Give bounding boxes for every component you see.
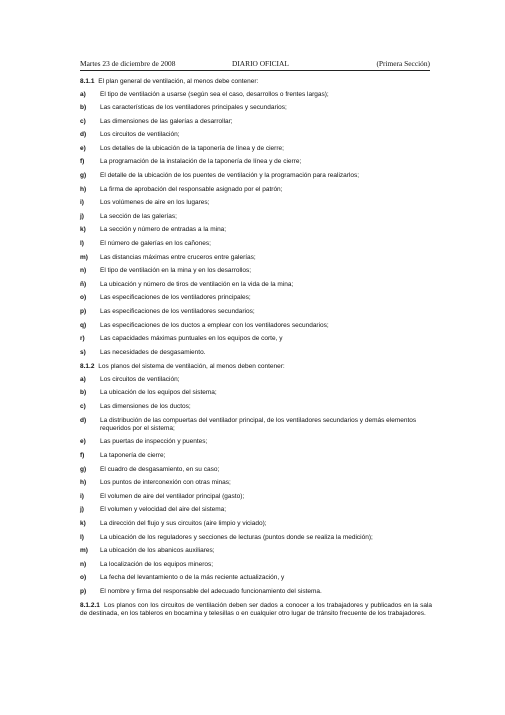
list-item (80, 91, 432, 105)
list-item (80, 322, 432, 336)
list-item-letter: h) (80, 479, 87, 487)
list-item-text: Las distancias máximas entre cruceros entre galerías; (100, 253, 256, 261)
list-item-letter: m) (80, 547, 88, 555)
section-8-1-1-list (80, 91, 432, 363)
list-item-letter: c) (80, 403, 86, 411)
list-item-letter: o) (80, 574, 87, 582)
section-intro: Los planos del sistema de ventilación, al menos deben contener: (98, 363, 285, 371)
list-item-text: Las dimensiones de las galerías a desarrollar; (100, 117, 233, 125)
list-item (80, 403, 432, 417)
section-number: 8.1.2 (80, 363, 95, 371)
list-item (80, 466, 432, 480)
list-item (80, 534, 432, 548)
list-item-text: El nombre y firma del responsable del adecuado funcionamiento del sistema. (100, 587, 322, 595)
list-item-letter: d) (80, 416, 87, 424)
list-item (80, 335, 432, 349)
list-item-text: Las necesidades de desgasamiento. (100, 348, 206, 356)
list-item-text: Las capacidades máximas puntuales en los equipos de corte, y (100, 335, 283, 343)
list-item-text: La ubicación de los abanicos auxiliares; (100, 547, 215, 555)
list-item (80, 520, 432, 534)
list-item-letter: s) (80, 348, 86, 356)
list-item (80, 226, 432, 240)
list-item-text: El volumen de aire del ventilador principal (gasto); (100, 492, 245, 500)
list-item-letter: k) (80, 226, 86, 234)
list-item (80, 479, 432, 493)
list-item (80, 438, 432, 452)
list-item-letter: h) (80, 185, 87, 193)
list-item (80, 199, 432, 213)
list-item-text: La ubicación de los equipos del sistema; (100, 389, 217, 397)
list-item-text: Los volúmenes de aire en los lugares; (100, 199, 210, 207)
list-item-text: Los circuitos de ventilación; (100, 131, 180, 139)
list-item-letter: d) (80, 131, 87, 139)
list-item-text: El detalle de la ubicación de los puentes de ventilación y la programación para realizarlos; (100, 172, 360, 180)
list-item-text: El cuadro de desgasamiento, en su caso; (100, 465, 220, 473)
list-item-letter: i) (80, 199, 84, 207)
list-item-text: Las especificaciones de los ductos a emplear con los ventiladores secundarios; (100, 321, 329, 329)
list-item (80, 158, 432, 172)
header-title: DIARIO OFICIAL (232, 59, 289, 68)
list-item (80, 213, 432, 227)
list-item (80, 254, 432, 268)
list-item-text: Los detalles de la ubicación de la taponería de línea y de cierre; (100, 144, 284, 152)
list-item-letter: r) (80, 335, 85, 343)
list-item-letter: f) (80, 158, 85, 166)
list-item (80, 547, 432, 561)
list-item-letter: ñ) (80, 280, 87, 288)
list-item-letter: i) (80, 492, 84, 500)
list-item (80, 267, 432, 281)
list-item (80, 131, 432, 145)
list-item-text: La sección de las galerías; (100, 212, 177, 220)
list-item (80, 104, 432, 118)
list-item-letter: n) (80, 267, 87, 275)
list-item (80, 561, 432, 575)
list-item-text: La taponería de cierre; (100, 452, 166, 460)
list-item (80, 574, 432, 588)
list-item (80, 349, 432, 363)
list-item-letter: b) (80, 104, 87, 112)
list-item-letter: p) (80, 587, 87, 595)
section-8-1-2-heading (80, 362, 432, 376)
list-item-text: La ubicación de los reguladores y secciones de lecturas (puntos donde se realiza la medición); (100, 533, 373, 541)
list-item-letter: e) (80, 144, 86, 152)
page-header (80, 58, 430, 71)
list-item-text: El tipo de ventilación a usarse (según sea el caso, desarrollos o frentes largas); (100, 90, 329, 98)
list-item (80, 506, 432, 520)
section-8-1-1-heading (80, 77, 432, 91)
header-date: Martes 23 de diciembre de 2008 (80, 59, 176, 68)
list-item (80, 308, 432, 322)
list-item-letter: n) (80, 560, 87, 568)
list-item-letter: m) (80, 253, 88, 261)
list-item-text: Los circuitos de ventilación; (100, 375, 180, 383)
header-section: (Primera Sección) (376, 59, 430, 68)
section-number: 8.1.1 (80, 78, 95, 85)
list-item (80, 186, 432, 200)
list-item (80, 588, 432, 602)
list-item-text: El número de galerías en los cañones; (100, 240, 211, 248)
section-intro: El plan general de ventilación, al menos debe contener: (98, 78, 259, 85)
list-item (80, 417, 432, 439)
document-body (80, 77, 432, 618)
paragraph-text: Los planos con los circuitos de ventilación deben ser dados a conocer a los trabajadores y publicados en la sala de destinada, en los tableros en bocamina y telesillas o en cualquier otro lugar de tránsito frecuente de los trabajadores. (80, 601, 432, 617)
list-item (80, 281, 432, 295)
list-item (80, 240, 432, 254)
list-item-text: El tipo de ventilación en la mina y en los desarrollos; (100, 267, 252, 275)
list-item-text: Las dimensiones de los ductos; (100, 403, 191, 411)
list-item-text: Las especificaciones de los ventiladores principales; (100, 294, 251, 302)
list-item-letter: j) (80, 212, 84, 220)
list-item-letter: b) (80, 389, 87, 397)
list-item-letter: f) (80, 452, 85, 460)
list-item (80, 493, 432, 507)
list-item-letter: p) (80, 308, 87, 315)
section-8-1-2-list (80, 376, 432, 602)
list-item-text: El volumen y velocidad del aire del sistema; (100, 506, 227, 514)
list-item (80, 172, 432, 186)
list-item-letter: c) (80, 117, 86, 125)
list-item-text: Las características de los ventiladores principales y secundarios; (100, 104, 287, 112)
list-item-letter: g) (80, 172, 87, 180)
list-item (80, 452, 432, 466)
list-item-text: La programación de la instalación de la taponería de línea y de cierre; (100, 158, 302, 166)
list-item-text: La firma de aprobación del responsable asignado por el patrón; (100, 185, 283, 193)
list-item-text: La ubicación y número de tiros de ventilación en la vida de la mina; (100, 280, 294, 288)
list-item (80, 118, 432, 132)
list-item-letter: k) (80, 520, 86, 528)
list-item-letter: l) (80, 533, 84, 541)
list-item-text: Las especificaciones de los ventiladores secundarios; (100, 308, 255, 315)
list-item (80, 145, 432, 159)
list-item-text: La fecha del levantamiento o de la más reciente actualización, y (100, 574, 285, 582)
section-8-1-2-1-paragraph (80, 602, 432, 619)
section-number: 8.1.2.1 (80, 601, 100, 609)
list-item-letter: j) (80, 506, 84, 514)
list-item-text: La sección y número de entradas a la mina; (100, 226, 227, 234)
list-item-text: La dirección del flujo y sus circuitos (aire limpio y viciado); (100, 520, 267, 528)
list-item-letter: g) (80, 465, 87, 473)
list-item-text: Las puertas de inspección y puentes; (100, 438, 208, 446)
list-item-letter: a) (80, 90, 86, 98)
list-item-letter: a) (80, 375, 86, 383)
list-item-letter: e) (80, 438, 86, 446)
list-item (80, 389, 432, 403)
list-item-text: Los puntos de interconexión con otras minas; (100, 479, 231, 487)
list-item (80, 376, 432, 390)
list-item-text: La distribución de las compuertas del ventilador principal, de los ventiladores secundarios y demás elementos requeridos por el sistema; (100, 416, 417, 433)
list-item-letter: o) (80, 294, 87, 302)
list-item-letter: q) (80, 321, 87, 329)
list-item (80, 294, 432, 308)
list-item-letter: l) (80, 240, 84, 248)
list-item-text: La localización de los equipos mineros; (100, 560, 214, 568)
